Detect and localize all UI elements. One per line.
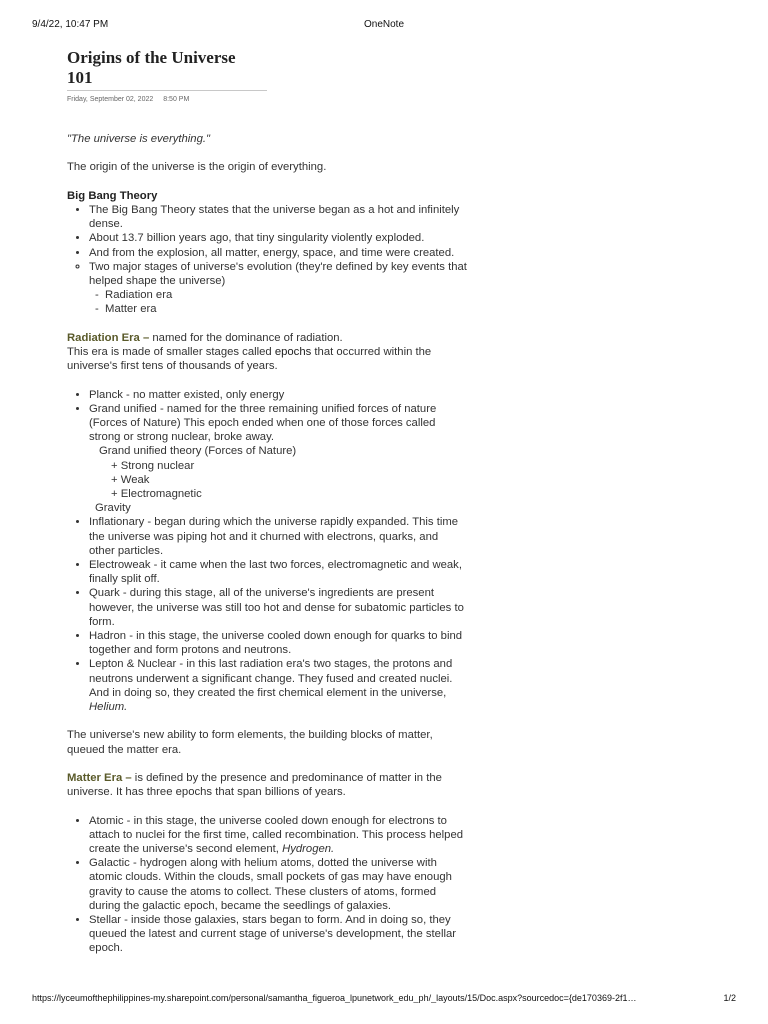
radiation-epochs-list xyxy=(67,388,467,445)
stage-item: - Radiation era xyxy=(95,288,467,302)
created-time: 8:50 PM xyxy=(163,96,190,103)
radiation-era-desc: named for the dominance of radiation. xyxy=(149,331,343,344)
print-footer xyxy=(32,993,736,1007)
matter-era-desc: is defined by the presence and predominance of matter in the universe. It has three epochs that span billions of years. xyxy=(67,772,442,799)
atomic-text: Atomic - in this stage, the universe cooled down enough for electrons to attach to nuclei for the first time, called recombination. This process helped create the universe's second element, xyxy=(89,814,464,856)
grand-unified-text: Grand unified - named for the three remaining unified forces of nature (Forces of Nature) This epoch ended when one of those forces called strong or strong nuclear, broke away. xyxy=(89,402,437,444)
matter-epochs-list xyxy=(67,814,467,956)
list-item: • And from the explosion, all matter, energy, space, and time were created. xyxy=(89,246,467,260)
list-item xyxy=(89,260,467,317)
list-item: • About 13.7 billion years ago, that tiny singularity violently exploded. xyxy=(89,231,467,245)
radiation-era-heading: Radiation Era – xyxy=(67,331,150,344)
print-date: 9/4/22, 10:47 PM xyxy=(32,19,109,30)
list-item: • Electroweak - it came when the last two forces, electromagnetic and weak, finally split off. xyxy=(89,558,467,586)
note-content[interactable] xyxy=(67,132,467,956)
epochs-link[interactable]: epochs xyxy=(274,346,312,358)
bigbang-list xyxy=(67,203,467,260)
radiation-epochs-list-cont xyxy=(67,515,467,714)
gravity-item: Gravity xyxy=(95,502,131,515)
grand-unified-theory: Grand unified theory (Forces of Nature) xyxy=(99,445,297,458)
epochs-post: that occurred within the universe's first tens of thousands of years. xyxy=(67,346,432,373)
intro-text: The origin of the universe is the origin of everything. xyxy=(67,161,327,174)
hydrogen-text: Hydrogen. xyxy=(282,843,335,856)
note-page xyxy=(67,48,467,956)
list-item: • Planck - no matter existed, only energy xyxy=(89,388,467,402)
list-item xyxy=(89,657,467,714)
list-item: • Quark - during this stage, all of the universe's ingredients are present however, the universe was still too hot and dense for subatomic particles to form. xyxy=(89,586,467,629)
force-item: + Electromagnetic xyxy=(111,488,202,501)
helium-text: Helium. xyxy=(89,701,128,714)
lepton-text: Lepton & Nuclear - in this last radiation era's two stages, the protons and neutrons underwent a significant change. They fused and created nuclei. And in doing so, they created the first chemical element in the universe, xyxy=(89,658,453,699)
created-date: Friday, September 02, 2022 xyxy=(67,96,154,103)
list-item xyxy=(89,814,467,857)
page-number: 1/2 xyxy=(723,993,736,1003)
quote-text: "The universe is everything." xyxy=(67,133,211,145)
stage-item: - Matter era xyxy=(95,302,467,316)
list-item: • Inflationary - began during which the universe rapidly expanded. This time the universe was piping hot and it churned with electrons, quarks, and other particles. xyxy=(89,515,467,558)
radiation-closing: The universe's new ability to form elements, the building blocks of matter, queued the matter era. xyxy=(67,729,433,756)
epochs-pre: This era is made of smaller stages called xyxy=(67,346,275,358)
list-item: • Galactic - hydrogen along with helium atoms, dotted the universe with atomic clouds. Within the clouds, small pockets of gas may have enough gravity to cause the atoms to collect. These clusters of atoms, formed during the galactic epoch, became the seedlings of galaxies. xyxy=(89,856,467,913)
print-header xyxy=(32,19,736,33)
matter-era-heading: Matter Era – xyxy=(67,772,132,785)
epochs-line xyxy=(67,345,467,373)
stages-intro: Two major stages of universe's evolution (they're defined by key events that helped shape the universe) xyxy=(89,260,467,287)
matter-era-intro xyxy=(67,771,467,799)
stages-list xyxy=(67,260,467,317)
page-url: https://lyceumofthephilippines-my.sharepoint.com/personal/samantha_figueroa_lpunetwork_edu_ph/_layouts/15/Doc.aspx?sourcedoc={de170369-2f1… xyxy=(32,993,637,1003)
bigbang-heading: Big Bang Theory xyxy=(67,189,158,202)
radiation-era-intro xyxy=(67,331,467,345)
force-item: + Strong nuclear xyxy=(111,459,195,472)
created-timestamp xyxy=(67,96,467,106)
list-item: • The Big Bang Theory states that the universe began as a hot and infinitely dense. xyxy=(89,203,467,231)
list-item: • Stellar - inside those galaxies, stars began to form. And in doing so, they queued the latest and current stage of universe's development, the stellar epoch. xyxy=(89,913,467,956)
force-item: + Weak xyxy=(111,473,150,486)
page-title[interactable]: Origins of the Universe 101 xyxy=(67,48,267,91)
list-item: • Hadron - in this stage, the universe cooled down enough for quarks to bind together and form protons and neutrons. xyxy=(89,629,467,657)
list-item xyxy=(89,402,467,445)
print-app-name: OneNote xyxy=(363,19,405,30)
stage-dash-list xyxy=(89,288,467,316)
